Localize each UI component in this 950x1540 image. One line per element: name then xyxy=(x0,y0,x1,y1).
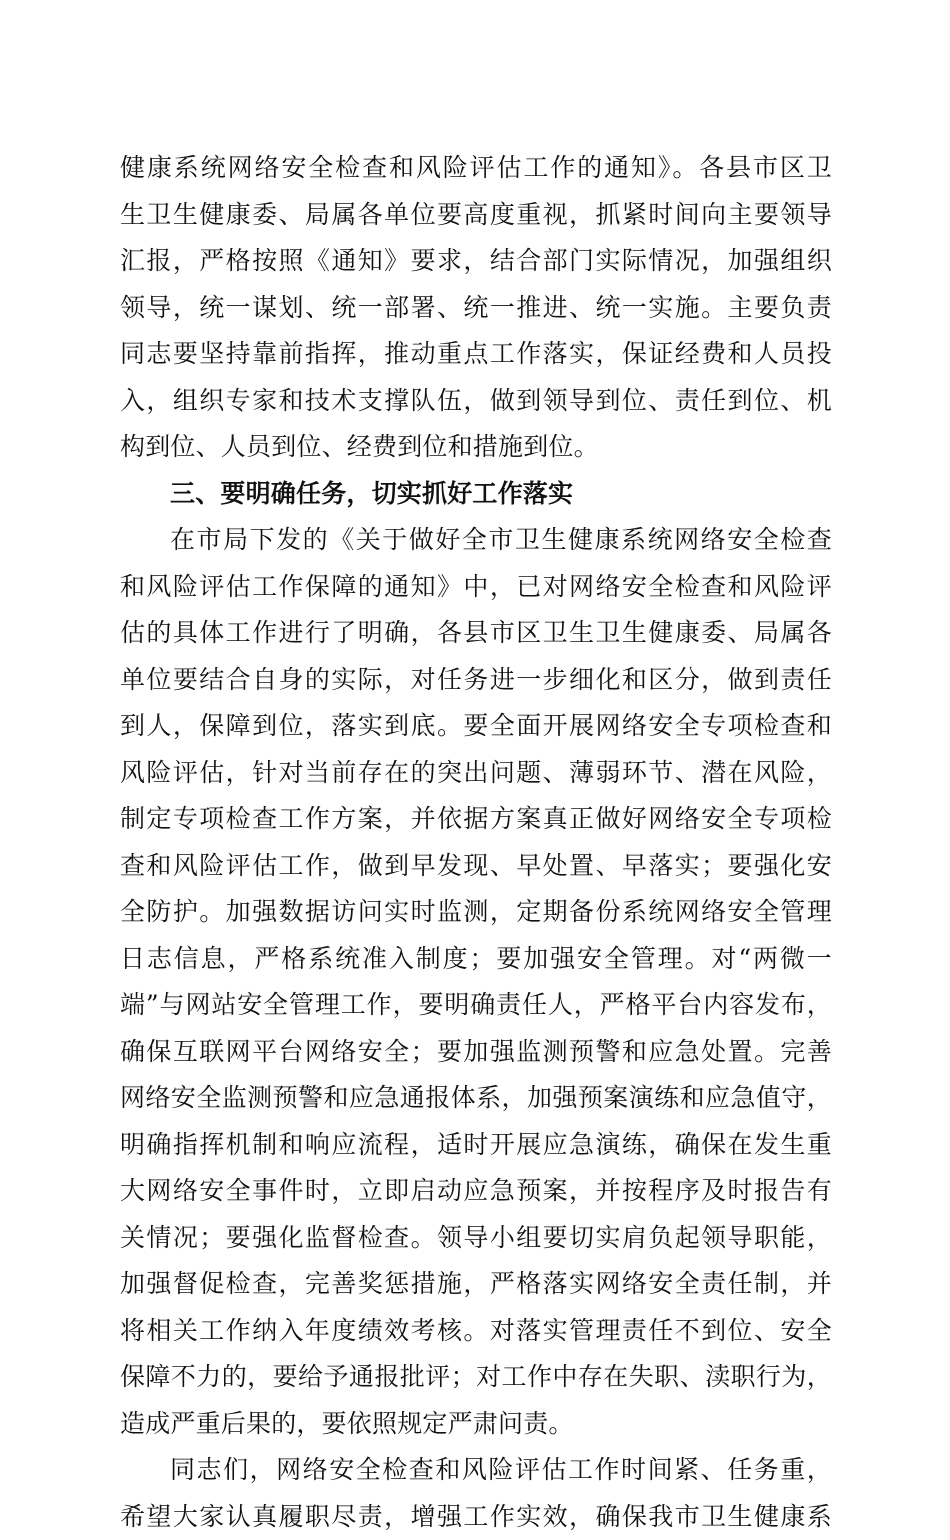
section-heading: 三、要明确任务，切实抓好工作落实 xyxy=(120,471,832,518)
text-line: 入，组织专家和技术支撑队伍，做到领导到位、责任到位、机 xyxy=(120,378,832,425)
text-line: 健康系统网络安全检查和风险评估工作的通知》。各县市区卫 xyxy=(120,145,832,192)
text-line: 加强督促检查，完善奖惩措施，严格落实网络安全责任制，并 xyxy=(120,1261,832,1308)
text-line: 端”与网站安全管理工作，要明确责任人，严格平台内容发布， xyxy=(120,982,832,1029)
text-line: 明确指挥机制和响应流程，适时开展应急演练，确保在发生重 xyxy=(120,1122,832,1169)
text-line: 构到位、人员到位、经费到位和措施到位。 xyxy=(120,424,832,471)
text-line: 生卫生健康委、局属各单位要高度重视，抓紧时间向主要领导 xyxy=(120,192,832,239)
text-line: 查和风险评估工作，做到早发现、早处置、早落实；要强化安 xyxy=(120,843,832,890)
text-line: 估的具体工作进行了明确，各县市区卫生卫生健康委、局属各 xyxy=(120,610,832,657)
text-line: 单位要结合自身的实际，对任务进一步细化和区分，做到责任 xyxy=(120,657,832,704)
text-line: 和风险评估工作保障的通知》中，已对网络安全检查和风险评 xyxy=(120,564,832,611)
text-line: 制定专项检查工作方案，并依据方案真正做好网络安全专项检 xyxy=(120,796,832,843)
document-body xyxy=(120,145,832,1540)
paragraph-tasks xyxy=(120,517,832,1447)
text-line: 希望大家认真履职尽责，增强工作实效，确保我市卫生健康系 xyxy=(120,1494,832,1540)
text-line: 保障不力的，要给予通报批评；对工作中存在失职、渎职行为， xyxy=(120,1354,832,1401)
text-line: 风险评估，针对当前存在的突出问题、薄弱环节、潜在风险， xyxy=(120,750,832,797)
text-line: 关情况；要强化监督检查。领导小组要切实肩负起领导职能， xyxy=(120,1215,832,1262)
text-line: 日志信息，严格系统准入制度；要加强安全管理。对“两微一 xyxy=(120,936,832,983)
text-line: 网络安全监测预警和应急通报体系，加强预案演练和应急值守， xyxy=(120,1075,832,1122)
paragraph-continuation xyxy=(120,145,832,471)
text-line: 全防护。加强数据访问实时监测，定期备份系统网络安全管理 xyxy=(120,889,832,936)
text-line: 同志们，网络安全检查和风险评估工作时间紧、任务重， xyxy=(120,1447,832,1494)
text-line: 领导，统一谋划、统一部署、统一推进、统一实施。主要负责 xyxy=(120,285,832,332)
text-line: 到人，保障到位，落实到底。要全面开展网络安全专项检查和 xyxy=(120,703,832,750)
text-line: 造成严重后果的，要依照规定严肃问责。 xyxy=(120,1401,832,1448)
text-line: 汇报，严格按照《通知》要求，结合部门实际情况，加强组织 xyxy=(120,238,832,285)
text-line: 大网络安全事件时，立即启动应急预案，并按程序及时报告有 xyxy=(120,1168,832,1215)
text-line: 同志要坚持靠前指挥，推动重点工作落实，保证经费和人员投 xyxy=(120,331,832,378)
text-line: 在市局下发的《关于做好全市卫生健康系统网络安全检查 xyxy=(120,517,832,564)
paragraph-closing xyxy=(120,1447,832,1540)
text-line: 确保互联网平台网络安全；要加强监测预警和应急处置。完善 xyxy=(120,1029,832,1076)
text-line: 将相关工作纳入年度绩效考核。对落实管理责任不到位、安全 xyxy=(120,1308,832,1355)
